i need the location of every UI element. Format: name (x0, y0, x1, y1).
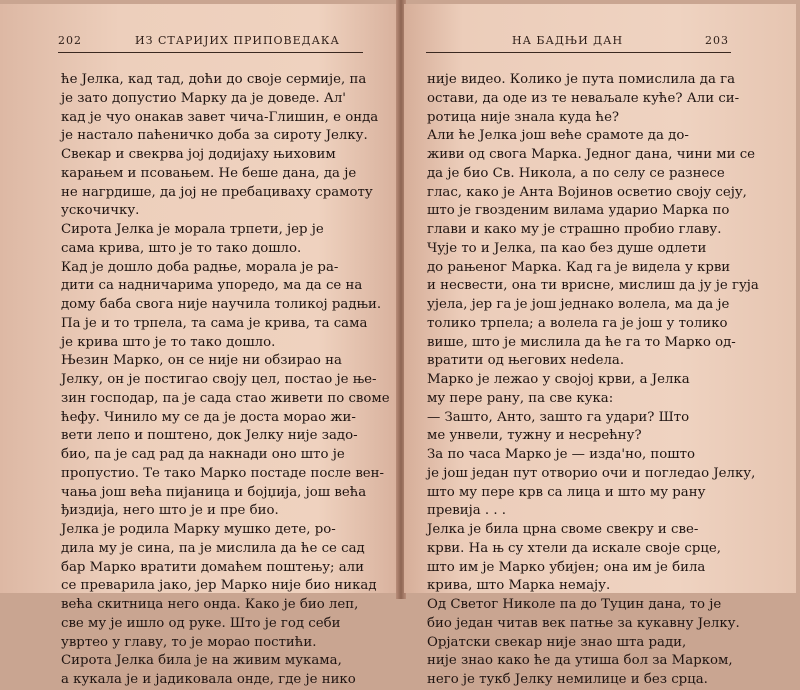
left-page-number: 202 (58, 34, 82, 47)
text-line: а кукала је и јадиковала онде, где је нико (61, 672, 356, 687)
text-line: је још један пут отворио очи и погледао Јелку, (427, 465, 756, 481)
text-line: карањем и псовањем. Не беше дана, да је (61, 165, 357, 181)
right-page-body (427, 71, 759, 690)
text-line: крви. На њ су хтели да искале своје срце, (427, 540, 721, 556)
text-line: ће Јелка, кад тад, доћи до своје сермије, па (61, 72, 367, 87)
text-line: Кад је дошло доба радње, морала је ра- (61, 259, 339, 275)
left-running-head: ИЗ СТАРИЈИХ ПРИПОВЕДАКА (135, 34, 340, 47)
text-line: да је био Св. Никола, а по селу се разнесе (427, 165, 725, 181)
text-line: Али ће Јелка још веће срамоте да до- (427, 128, 689, 144)
text-line: ђиздија, него што је и пре био. (61, 503, 279, 519)
text-line: је настало паћеничко доба за сироту Јелку. (61, 128, 368, 144)
right-running-head: НА БАДЊИ ДАН (512, 34, 624, 47)
text-line: већа скитница него онда. Како је био леп, (61, 597, 359, 612)
text-line: ујела, јер га је још једнако волела, ма да је (427, 297, 730, 312)
text-line: толико трпела; а волела га је још у толико (427, 315, 728, 331)
text-line: чања још већа пијаница и бојџија, још већа (61, 484, 367, 500)
text-line: ускочичку. (61, 203, 140, 219)
text-line: је зато допустио Марку да је доведе. Ал' (61, 90, 346, 106)
text-line: кад је чуо онакав завет чича-Глишин, е онда (61, 109, 379, 125)
text-line: — Зашто, Анто, зашто га удари? Што (427, 409, 690, 425)
right-page-number: 203 (705, 34, 729, 47)
text-line: Марко је лежао у својој крви, а Јелка (427, 372, 690, 387)
text-line: био, па је сад рад да накнади оно што је (61, 447, 345, 462)
text-line: Сирота Јелка била је на живим мукама, (61, 653, 342, 669)
text-line: Сирота Јелка је морала трпети, јер је (61, 222, 324, 237)
text-line: За по часа Марко је — издa'но, пошто (427, 447, 695, 462)
right-header-rule (426, 52, 731, 53)
text-line: што је гвозденим вилама ударио Марка по (427, 203, 730, 219)
text-line: дила му је сина, па је мислила да ће се сад (61, 540, 365, 556)
text-line: не нагрдише, да јој не пребациваху срамоту (61, 184, 373, 200)
text-line: глас, како је Анта Војинов осветио своју сеју, (427, 184, 747, 200)
text-line: ћефу. Чинило му се да је доста морао жи- (61, 409, 356, 425)
text-line: остави, да оде из те неваљале куће? Али си- (427, 90, 740, 106)
text-line: Јелка је била црна своме свекру и све- (427, 522, 699, 537)
left-page-body (61, 71, 390, 690)
text-line: Па је и то трпела, та сама је крива, та сама (61, 315, 368, 331)
text-line: него је тукб Јелку немилице и без срца. (427, 672, 708, 687)
text-line: зин господар, па је сада стао живети по своме (61, 390, 390, 406)
text-line: Јелку, он је постигао своју цел, постао је ње- (61, 372, 377, 387)
text-line: дому баба свога није научила толикој радњи. (61, 297, 382, 312)
text-line: бар Марко вратити домаћем поштењу; али (61, 559, 364, 575)
text-line: глави и како му је страшно пробио главу. (427, 222, 722, 237)
text-line: није видео. Колико је пута помислила да га (427, 72, 736, 87)
left-page (0, 4, 398, 687)
text-line: вратити од његових неdела. (427, 353, 625, 369)
text-line: и несвести, она ти врисне, мислиш да ју је гуја (427, 278, 759, 294)
text-line: Њезин Марко, он се није ни обзирао на (61, 353, 342, 369)
text-line: Орјатски свекар није знао шта ради, (427, 634, 687, 650)
text-line: крива, што Марка немају. (427, 578, 611, 594)
text-line: није знао како ће да утиша бол за Марком, (427, 653, 733, 669)
text-line: пропустио. Те тако Марко постаде после вен- (61, 465, 385, 481)
right-page (404, 4, 796, 687)
text-line: био један читав век патње за кукавну Јелку. (427, 615, 740, 631)
text-line: ротица није знала куда ће? (427, 109, 620, 125)
text-line: Свекар и свекрва јој додијаху њиховим (61, 147, 336, 162)
text-line: му пере рану, па све кука: (427, 390, 614, 406)
text-line: вети лепо и поштено, док Јелку није задо- (61, 428, 358, 444)
text-line: Јелка је родила Марку мушко дете, ро- (61, 522, 336, 537)
text-line: превија . . . (427, 503, 507, 519)
text-line: ме унвели, тужну и несрећну? (427, 428, 642, 444)
text-line: до рањеног Марка. Кад га је видела у крви (427, 259, 731, 275)
text-line: што му пере крв са лица и што му рану (427, 484, 706, 500)
text-line: дити са надничарима упоредо, ма да се на (61, 278, 363, 294)
text-line: све му је ишло од руке. Што је год себи (61, 615, 341, 631)
text-line: се преварила јако, јер Марко није био никад (61, 578, 377, 594)
text-line: што им је Марко убијен; она им је била (427, 559, 706, 575)
text-line: сама крива, што је то тако дошло. (61, 240, 302, 256)
text-line: Чује то и Јелка, па као без душе одлети (427, 240, 707, 256)
text-line: је крива што је то тако дошло. (61, 334, 276, 350)
text-line: Од Светог Николе па до Туцин дана, то је (427, 597, 722, 612)
text-line: живи од свога Марка. Једног дана, чини ми се (427, 147, 756, 162)
text-line: увртео у главу, то је морао постићи. (61, 634, 317, 650)
left-header-rule (58, 52, 363, 53)
text-line: више, што је мислила да ће га то Марко од- (427, 334, 736, 350)
